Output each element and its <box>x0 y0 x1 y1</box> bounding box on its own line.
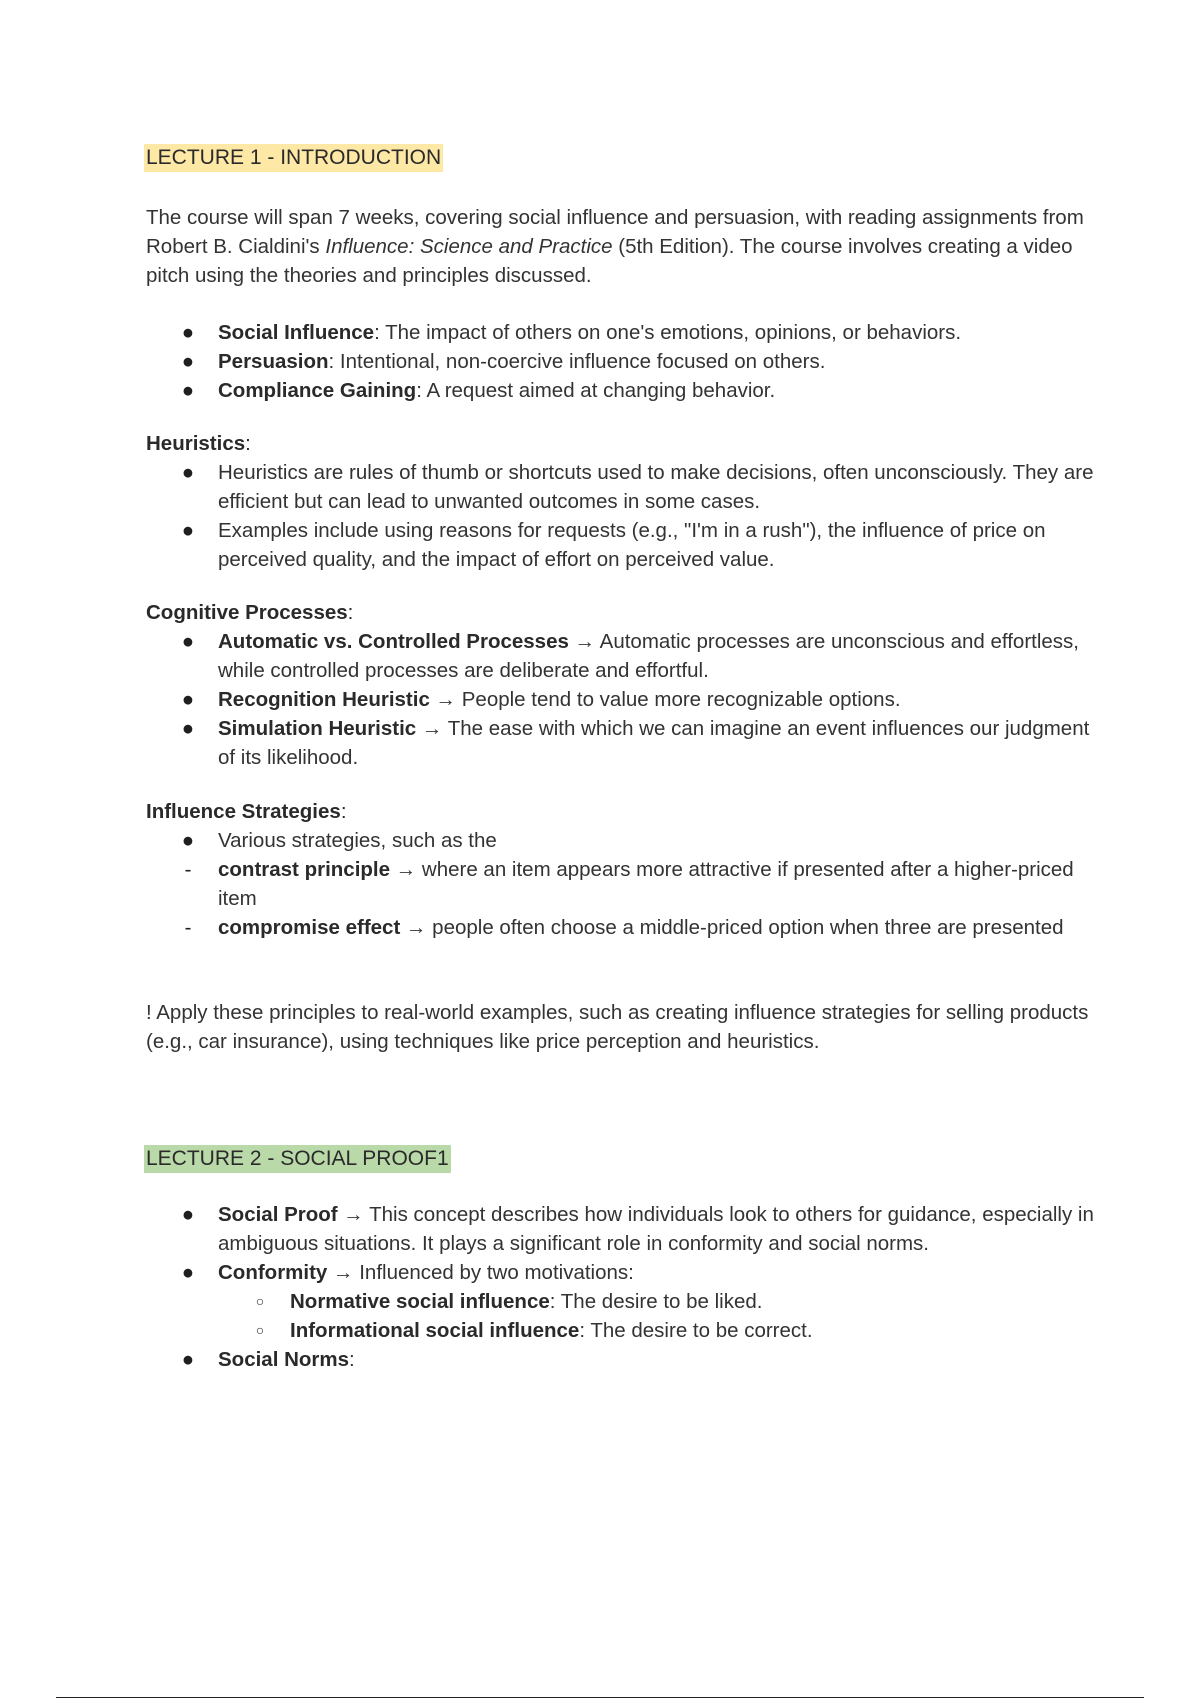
heuristics-section <box>146 429 1096 574</box>
social-proof-list <box>146 1200 1096 1374</box>
cognitive-section <box>146 598 1096 772</box>
definitions-list <box>146 318 1096 405</box>
list-item: ● Recognition Heuristic → People tend to value more recognizable options. <box>181 688 901 711</box>
list-item: ● Social Influence: The impact of others on one's emotions, opinions, or behaviors. <box>181 321 962 344</box>
list-item: ● Persuasion: Intentional, non-coercive influence focused on others. <box>181 350 826 373</box>
page-bottom-divider <box>56 1697 1144 1698</box>
apply-note: ! Apply these principles to real-world examples, such as creating influence strategies for selling products (e.g., car insurance), using techniques like price perception and heuristics. <box>146 1001 1089 1053</box>
list-item: ● Conformity → Influenced by two motivations: <box>181 1261 634 1284</box>
list-item: ● Heuristics are rules of thumb or shortcuts used to make decisions, often unconsciously. They are efficient but can lead to unwanted outcomes in some cases. <box>181 461 1094 513</box>
section-title: Influence Strategies: <box>146 800 347 823</box>
lecture-2-heading: LECTURE 2 - SOCIAL PROOF1 <box>144 1145 451 1173</box>
lecture-1-intro: The course will span 7 weeks, covering social influence and persuasion, with reading assignments from Robert B. Cialdini's Influence: Science and Practice (5th Edition). The course involves creating a video pitch using the theories and principles discussed. <box>146 206 1084 287</box>
list-item: - contrast principle → where an item appears more attractive if presented after a higher-priced item <box>184 858 1074 910</box>
lecture-1-heading: LECTURE 1 - INTRODUCTION <box>144 144 443 172</box>
list-item: ● Social Proof → This concept describes how individuals look to others for guidance, especially in ambiguous situations. It plays a significant role in conformity and social norms. <box>181 1203 1094 1255</box>
list-item: ○ Normative social influence: The desire to be liked. <box>255 1290 763 1313</box>
section-title: Heuristics: <box>146 432 251 455</box>
list-item: ● Automatic vs. Controlled Processes → Automatic processes are unconscious and effortless, while controlled processes are deliberate and effortful. <box>181 630 1079 682</box>
section-title: Cognitive Processes: <box>146 601 354 624</box>
list-item: ○ Informational social influence: The desire to be correct. <box>255 1319 813 1342</box>
list-item: ● Examples include using reasons for requests (e.g., "I'm in a rush"), the influence of price on perceived quality, and the impact of effort on perceived value. <box>181 519 1046 571</box>
list-item: ● Simulation Heuristic → The ease with which we can imagine an event influences our judgment of its likelihood. <box>181 717 1090 769</box>
list-item: ● Various strategies, such as the <box>181 829 497 852</box>
list-item: ● Social Norms: <box>181 1348 355 1371</box>
list-item: - compromise effect → people often choose a middle-priced option when three are presented <box>184 916 1064 939</box>
strategies-section <box>146 797 1096 942</box>
book-title: Influence: Science and Practice <box>325 235 613 258</box>
list-item: ● Compliance Gaining: A request aimed at changing behavior. <box>181 379 776 402</box>
